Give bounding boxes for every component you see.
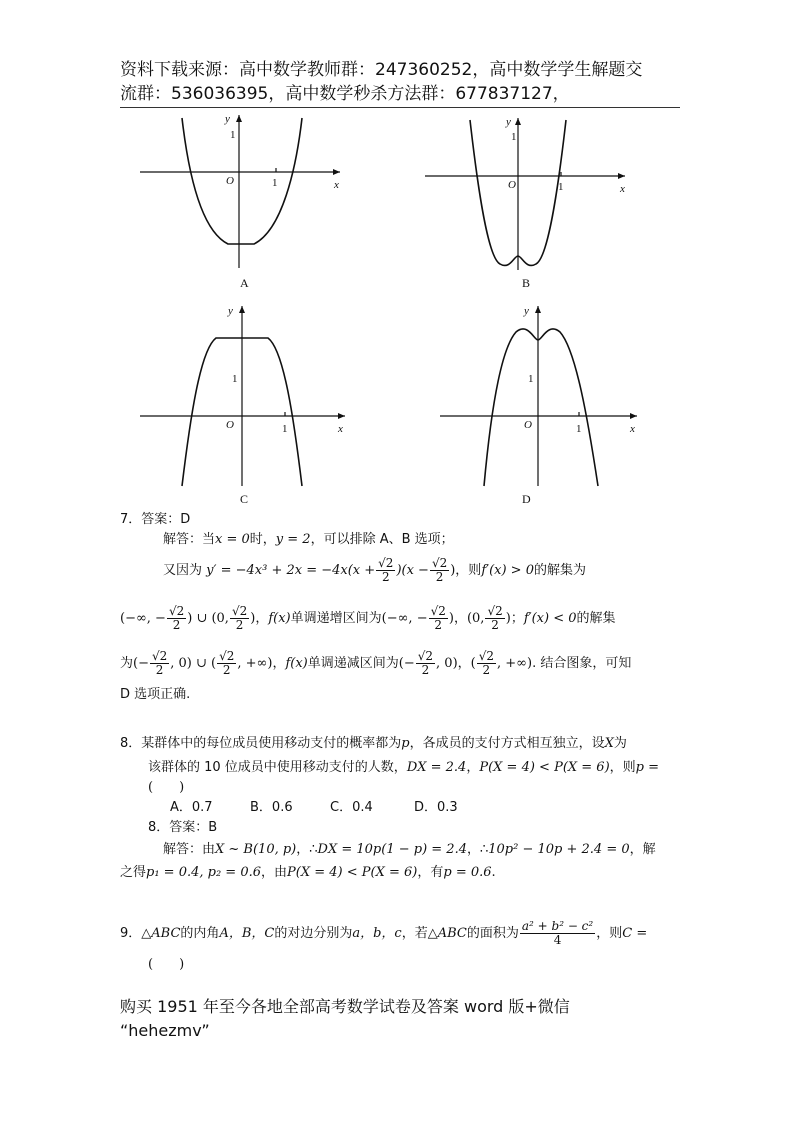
q7-solution-line-4: 为(− $\frac{√2}{2}$ , 0) ∪ ( $\frac{√2}{2}$ , +∞)，f(x)单调递减区间为(− $\frac{√2}{2}$ , 0)，( $\frac{√2}{2}$ , +∞). 结合图象，可知 — [120, 649, 632, 677]
q8-option-d: D．0.3 — [414, 800, 458, 815]
q8-answer: 8．答案：B — [148, 820, 218, 835]
q8-solution-line-2: 之得p₁ = 0.4, p₂ = 0.6，由P(X = 4) < P(X = 6)，有p = 0.6. — [120, 865, 496, 880]
graph-b-x-tick: 1 — [558, 181, 564, 193]
graph-d-x-tick: 1 — [576, 423, 582, 435]
q7-solution-line-1: 解答：当x = 0时，y = 2，可以排除 A、B 选项； — [163, 532, 454, 547]
footer-line-2: “hehezmv” — [120, 1021, 210, 1040]
graph-d-x-label: x — [630, 423, 635, 435]
graph-b-y-tick: 1 — [511, 131, 517, 143]
q9-stem: 9．△ABC的内角A，B，C的对边分别为a，b，c，若△ABC的面积为 $\frac{\text{a² + b² − c²}}{4}$ ，则C = — [120, 919, 648, 947]
graph-c-caption: C — [240, 492, 249, 506]
q8-stem-line-1: 8．某群体中的每位成员使用移动支付的概率都为p，各成员的支付方式相互独立，设X为 — [120, 736, 627, 751]
graph-a-curve — [182, 118, 302, 244]
graph-d-curve — [484, 329, 598, 486]
graph-a-x-label: x — [334, 179, 339, 191]
graph-b-origin: O — [508, 179, 516, 191]
graph-a-y-label: y — [225, 113, 230, 125]
graph-b-caption: B — [522, 276, 531, 290]
graph-b-y-label: y — [506, 116, 511, 128]
q7-solution-line-5: D 选项正确. — [120, 687, 191, 702]
q8-options — [170, 798, 510, 818]
graph-d-origin: O — [524, 419, 532, 431]
graph-a-y-tick: 1 — [230, 129, 236, 141]
graph-d-y-tick: 1 — [528, 373, 534, 385]
graph-d-caption: D — [522, 492, 531, 506]
header-line-2: 流群：536036395，高中数学秒杀方法群：677837127， — [120, 84, 570, 104]
q7-solution-line-2: 又因为 y′ = −4x³ + 2x = −4x(x + $\frac{√2}{2}$ )(x − $\frac{√2}{2}$ )，则f′(x) > 0的解集为 — [163, 556, 586, 584]
graph-panel — [0, 0, 794, 520]
q8-option-b: B．0.6 — [250, 800, 293, 815]
graph-c-origin: O — [226, 419, 234, 431]
graph-a-caption: A — [240, 276, 249, 290]
graph-b-x-label: x — [620, 183, 625, 195]
q8-stem-line-2: 该群体的 10 位成员中使用移动支付的人数，DX = 2.4，P(X = 4) < P(X = 6)，则p = — [148, 760, 660, 775]
graph-a-origin: O — [226, 175, 234, 187]
q7-answer: 7．答案：D — [120, 512, 191, 527]
q8-blank: ( ) — [148, 780, 185, 795]
graph-c-x-tick: 1 — [282, 423, 288, 435]
graph-c-y-tick: 1 — [232, 373, 238, 385]
footer-line-1: 购买 1951 年至今各地全部高考数学试卷及答案 word 版+微信 — [120, 997, 570, 1016]
header-line-1: 资料下载来源：高中数学教师群：247360252，高中数学学生解题交 — [120, 60, 643, 80]
q8-solution-line-1: 解答：由X ~ B(10, p)，∴DX = 10p(1 − p) = 2.4，∴10p² − 10p + 2.4 = 0，解 — [163, 842, 656, 857]
graph-a-x-tick: 1 — [272, 177, 278, 189]
graph-c-y-label: y — [228, 305, 233, 317]
q9-blank: ( ) — [148, 957, 185, 972]
page-footer — [120, 995, 680, 1043]
q8-option-c: C．0.4 — [330, 800, 373, 815]
graph-d-y-label: y — [524, 305, 529, 317]
q8-option-a: A．0.7 — [170, 800, 213, 815]
q7-solution-line-3: (−∞, − $\frac{√2}{2}$ ) ∪ (0, $\frac{√2}{2}$ )，f(x)单调递增区间为(−∞, − $\frac{√2}{2}$ )，(0, $\frac{√2}{2}$ )；f′(x) < 0的解集 — [120, 604, 616, 632]
graph-c-x-label: x — [338, 423, 343, 435]
